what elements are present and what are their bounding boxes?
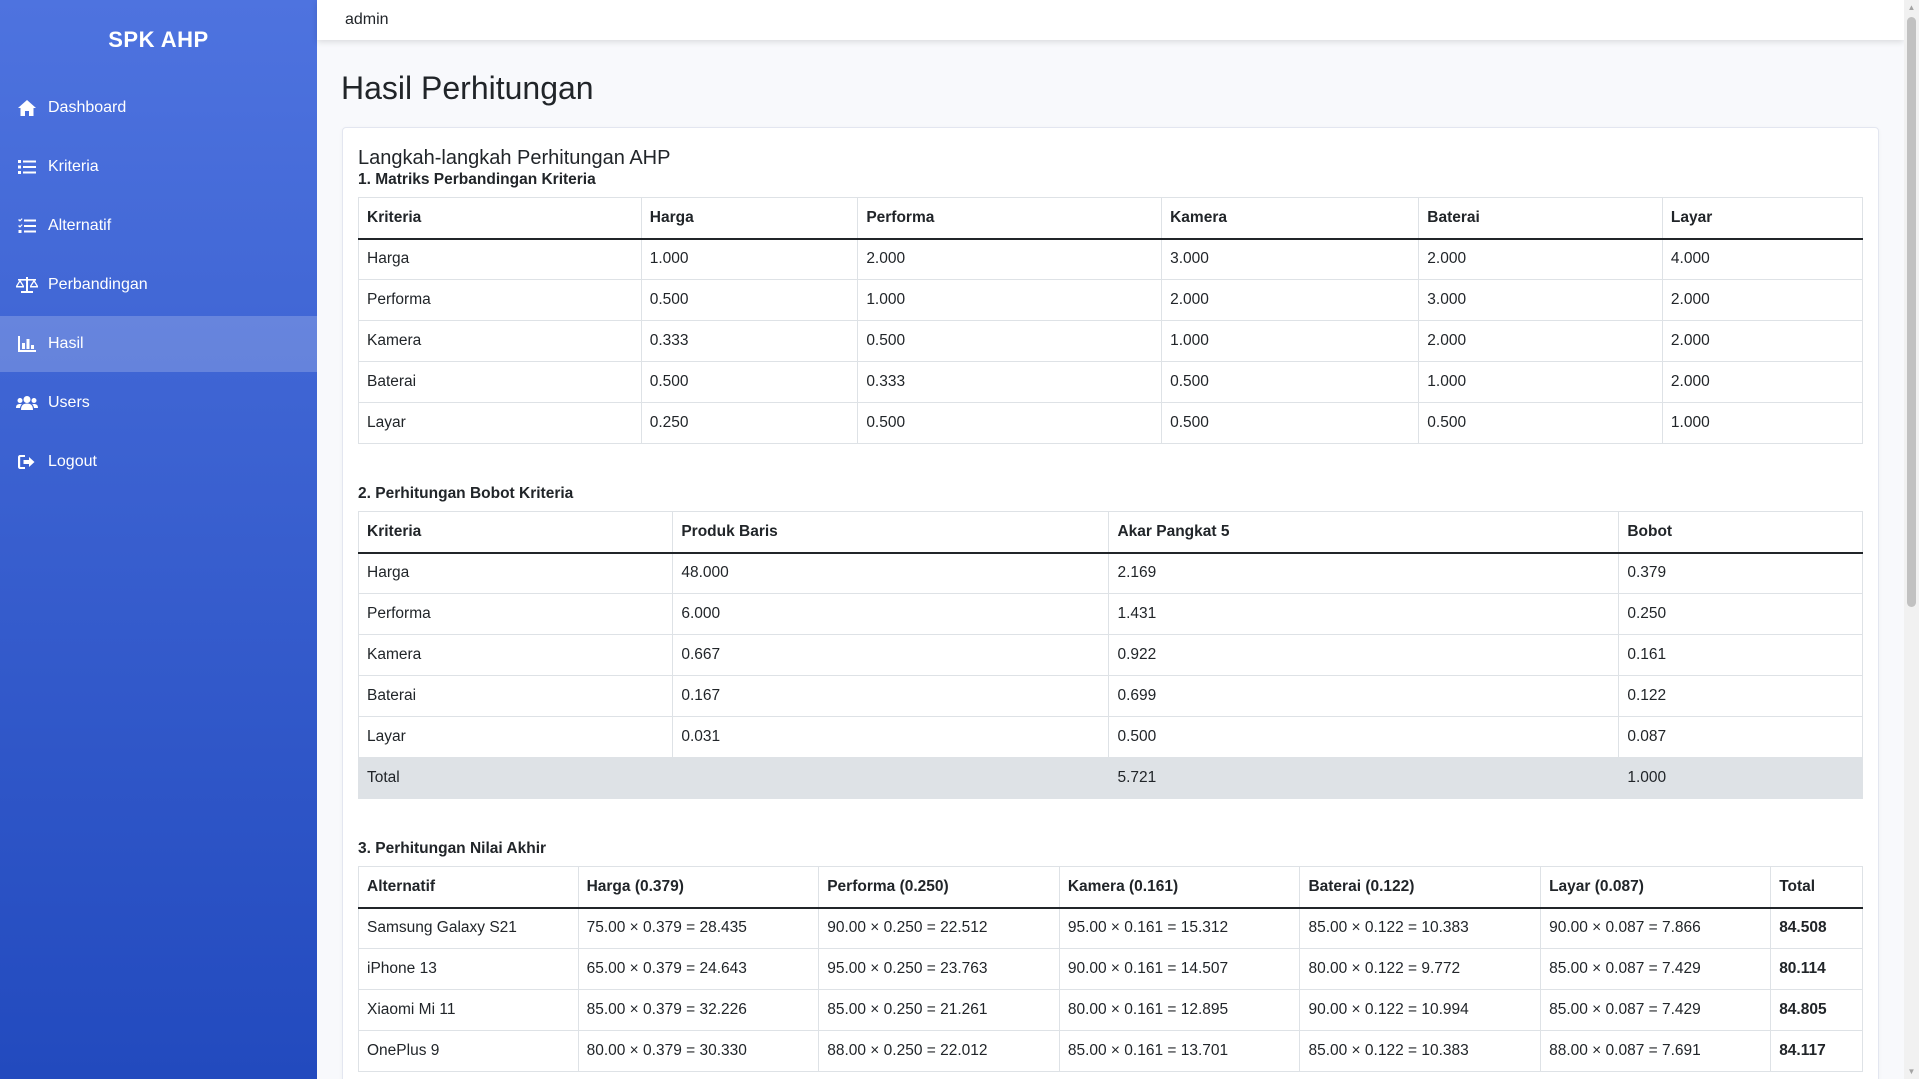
table-cell: 1.000 [1662, 403, 1862, 444]
table-cell: 2.169 [1109, 553, 1619, 594]
chart-bar-icon [16, 335, 38, 353]
column-header: Total [1771, 867, 1863, 908]
table-cell: 2.000 [1662, 280, 1862, 321]
column-header: Produk Baris [673, 512, 1109, 553]
table-cell: 0.379 [1619, 553, 1863, 594]
table-cell: 3.000 [1162, 239, 1419, 280]
table-cell: Performa [359, 594, 673, 635]
main-content [317, 40, 1904, 1079]
column-header: Harga (0.379) [578, 867, 819, 908]
total-score: 80.114 [1771, 949, 1863, 990]
total-score: 84.508 [1771, 908, 1863, 949]
sidebar-item-alternatif[interactable] [0, 198, 317, 254]
table-cell: 0.500 [1162, 362, 1419, 403]
section-title-final: 3. Perhitungan Nilai Akhir [358, 840, 547, 857]
table-cell: Baterai [359, 676, 673, 717]
table-cell: Harga [359, 553, 673, 594]
user-name[interactable]: admin [345, 11, 389, 28]
table-cell: 2.000 [1662, 321, 1862, 362]
table-cell: 65.00 × 0.379 = 24.643 [578, 949, 819, 990]
sidebar-item-label: Users [48, 394, 90, 411]
sidebar-item-label: Alternatif [48, 217, 112, 234]
sidebar-item-label: Logout [48, 453, 97, 470]
sidebar [0, 0, 317, 1079]
sidebar-item-label: Hasil [48, 335, 84, 352]
table-cell: 75.00 × 0.379 = 28.435 [578, 908, 819, 949]
table-cell: 90.00 × 0.122 = 10.994 [1300, 990, 1541, 1031]
column-header: Bobot [1619, 512, 1863, 553]
table-cell: 1.000 [1419, 362, 1663, 403]
table-cell: 0.500 [858, 403, 1162, 444]
total-bobot: 1.000 [1619, 758, 1863, 799]
table-cell: 0.087 [1619, 717, 1863, 758]
table-cell: 2.000 [1162, 280, 1419, 321]
table-cell: 0.500 [641, 280, 858, 321]
table-cell: 85.00 × 0.122 = 10.383 [1300, 1031, 1541, 1072]
table-cell: Harga [359, 239, 642, 280]
vertical-scrollbar[interactable] [1904, 0, 1919, 1079]
table-cell: 0.122 [1619, 676, 1863, 717]
table-row [359, 403, 1863, 444]
table-cell: 2.000 [1419, 239, 1663, 280]
table-cell: 0.500 [1419, 403, 1663, 444]
table-cell: 85.00 × 0.161 = 13.701 [1059, 1031, 1300, 1072]
table-cell: 0.167 [673, 676, 1109, 717]
column-header: Kamera [1162, 198, 1419, 239]
table-cell: 0.500 [1109, 717, 1619, 758]
table-cell: 85.00 × 0.087 = 7.429 [1541, 949, 1771, 990]
table-cell: 0.250 [641, 403, 858, 444]
total-label: Total [359, 758, 1109, 799]
table-cell: iPhone 13 [359, 949, 579, 990]
weights-table [358, 511, 1863, 799]
table-row [359, 990, 1863, 1031]
total-score: 84.805 [1771, 990, 1863, 1031]
table-cell: 85.00 × 0.379 = 32.226 [578, 990, 819, 1031]
users-icon [16, 394, 38, 412]
table-row [359, 321, 1863, 362]
total-score: 84.117 [1771, 1031, 1863, 1072]
column-header: Akar Pangkat 5 [1109, 512, 1619, 553]
table-row [359, 362, 1863, 403]
table-cell: 0.250 [1619, 594, 1863, 635]
table-cell: 1.000 [1162, 321, 1419, 362]
table-cell: 0.699 [1109, 676, 1619, 717]
table-cell: 85.00 × 0.087 = 7.429 [1541, 990, 1771, 1031]
sidebar-item-users[interactable] [0, 375, 317, 431]
column-header: Baterai [1419, 198, 1663, 239]
table-cell: Layar [359, 403, 642, 444]
table-cell: 0.500 [858, 321, 1162, 362]
table-cell: 90.00 × 0.087 = 7.866 [1541, 908, 1771, 949]
table-cell: 0.922 [1109, 635, 1619, 676]
table-cell: 95.00 × 0.161 = 15.312 [1059, 908, 1300, 949]
table-cell: Performa [359, 280, 642, 321]
table-cell: Layar [359, 717, 673, 758]
table-cell: Samsung Galaxy S21 [359, 908, 579, 949]
table-cell: 0.500 [641, 362, 858, 403]
table-cell: OnePlus 9 [359, 1031, 579, 1072]
section-title-matrix: 1. Matriks Perbandingan Kriteria [358, 171, 596, 188]
home-icon [16, 99, 38, 117]
column-header: Layar [1662, 198, 1862, 239]
table-cell: 85.00 × 0.250 = 21.261 [819, 990, 1060, 1031]
table-cell: 90.00 × 0.250 = 22.512 [819, 908, 1060, 949]
list-icon [16, 158, 38, 176]
column-header: Layar (0.087) [1541, 867, 1771, 908]
table-row [359, 908, 1863, 949]
table-cell: 80.00 × 0.379 = 30.330 [578, 1031, 819, 1072]
table-row [359, 553, 1863, 594]
comparison-matrix-table [358, 197, 1863, 444]
table-cell: 1.000 [858, 280, 1162, 321]
table-row [359, 1031, 1863, 1072]
table-row [359, 676, 1863, 717]
results-card [342, 127, 1879, 1079]
table-cell: 0.667 [673, 635, 1109, 676]
table-cell: 80.00 × 0.122 = 9.772 [1300, 949, 1541, 990]
logout-icon [16, 453, 38, 471]
balance-scale-icon [16, 276, 38, 294]
scroll-up-arrow-icon[interactable]: ▲ [1907, 3, 1916, 12]
sidebar-item-perbandingan[interactable] [0, 257, 317, 313]
table-row [359, 594, 1863, 635]
table-cell: Baterai [359, 362, 642, 403]
table-cell: 6.000 [673, 594, 1109, 635]
scroll-down-arrow-icon[interactable]: ▼ [1907, 1067, 1916, 1076]
table-row [359, 717, 1863, 758]
table-cell: 48.000 [673, 553, 1109, 594]
table-cell: 2.000 [1662, 362, 1862, 403]
column-header: Performa (0.250) [819, 867, 1060, 908]
sidebar-item-logout[interactable] [0, 434, 317, 490]
sidebar-item-dashboard[interactable] [0, 80, 317, 136]
section-title-weights: 2. Perhitungan Bobot Kriteria [358, 485, 574, 502]
checklist-icon [16, 217, 38, 235]
table-cell: 0.333 [858, 362, 1162, 403]
table-cell: Kamera [359, 321, 642, 362]
column-header: Baterai (0.122) [1300, 867, 1541, 908]
table-row [359, 635, 1863, 676]
table-cell: 4.000 [1662, 239, 1862, 280]
table-cell: 1.431 [1109, 594, 1619, 635]
table-cell: 0.333 [641, 321, 858, 362]
column-header: Kriteria [359, 512, 673, 553]
table-cell: 2.000 [1419, 321, 1663, 362]
final-score-table [358, 866, 1863, 1072]
card-title: Langkah-langkah Perhitungan AHP [358, 147, 671, 169]
column-header: Alternatif [359, 867, 579, 908]
table-cell: 0.161 [1619, 635, 1863, 676]
table-cell: 88.00 × 0.087 = 7.691 [1541, 1031, 1771, 1072]
sidebar-item-kriteria[interactable] [0, 139, 317, 195]
table-cell: 0.031 [673, 717, 1109, 758]
column-header: Kamera (0.161) [1059, 867, 1300, 908]
topbar [317, 0, 1904, 40]
table-cell: 88.00 × 0.250 = 22.012 [819, 1031, 1060, 1072]
table-cell: Xiaomi Mi 11 [359, 990, 579, 1031]
column-header: Performa [858, 198, 1162, 239]
total-akar: 5.721 [1109, 758, 1619, 799]
table-cell: 1.000 [641, 239, 858, 280]
sidebar-item-hasil[interactable] [0, 316, 317, 372]
column-header: Kriteria [359, 198, 642, 239]
table-cell: 85.00 × 0.122 = 10.383 [1300, 908, 1541, 949]
table-cell: 0.500 [1162, 403, 1419, 444]
table-row [359, 280, 1863, 321]
table-cell: 3.000 [1419, 280, 1663, 321]
scrollbar-thumb[interactable] [1907, 17, 1916, 607]
table-row [359, 949, 1863, 990]
table-cell: 90.00 × 0.161 = 14.507 [1059, 949, 1300, 990]
page-title: Hasil Perhitungan [341, 70, 594, 106]
table-row [359, 239, 1863, 280]
table-cell: 2.000 [858, 239, 1162, 280]
column-header: Harga [641, 198, 858, 239]
table-cell: 80.00 × 0.161 = 12.895 [1059, 990, 1300, 1031]
sidebar-item-label: Perbandingan [48, 276, 148, 293]
table-cell: 95.00 × 0.250 = 23.763 [819, 949, 1060, 990]
total-row [359, 758, 1863, 799]
brand-title[interactable]: SPK AHP [108, 27, 209, 52]
sidebar-item-label: Kriteria [48, 158, 99, 175]
sidebar-item-label: Dashboard [48, 99, 127, 116]
table-cell: Kamera [359, 635, 673, 676]
